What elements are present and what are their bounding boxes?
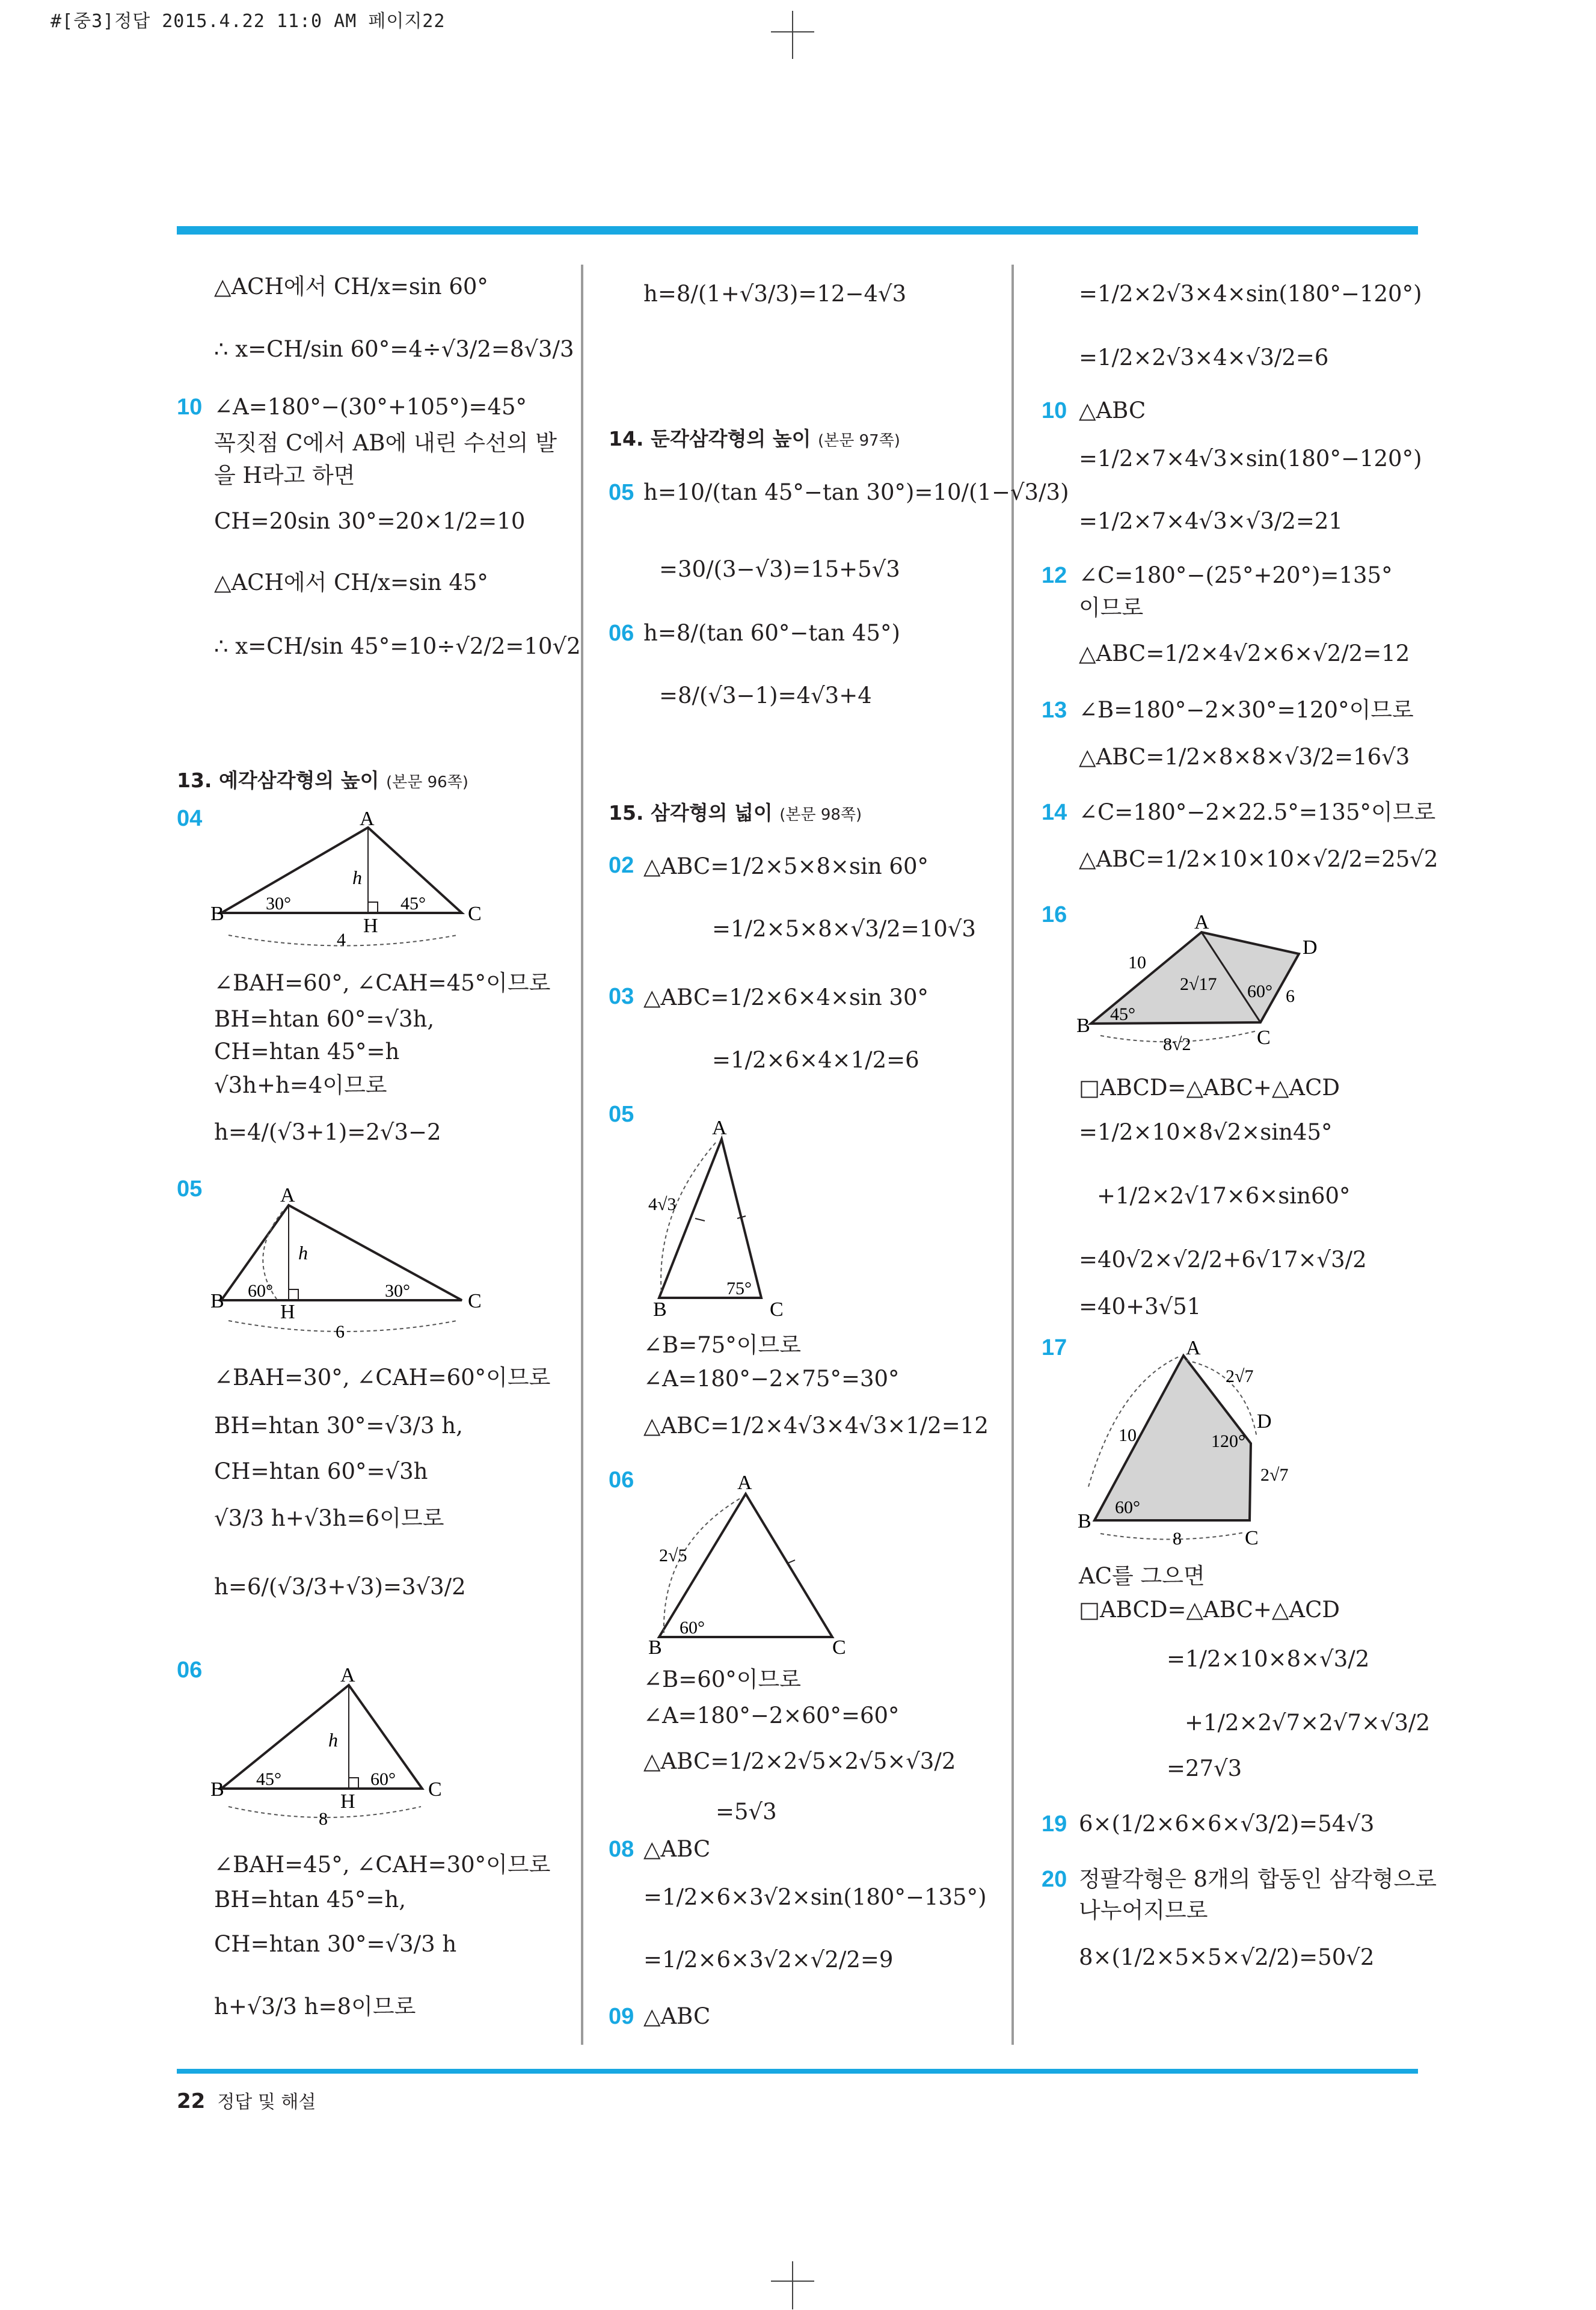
problem-number: 06 [609, 621, 634, 646]
c1-line: ∠BAH=60°, ∠CAH=45°이므로 [214, 970, 551, 996]
c3-line: △ABC=1/2×8×8×√3/2=16√3 [1079, 744, 1410, 770]
c1-line: △ACH에서 CH/x=sin 45° [214, 570, 488, 595]
c3-line: 이므로 [1079, 595, 1144, 621]
problem-number: 06 [609, 1467, 634, 1493]
c3-line: +1/2×2√7×2√7×√3/2 [1185, 1710, 1430, 1736]
c3-line: △ABC [1079, 398, 1146, 423]
label-angle: 60° [248, 1281, 273, 1301]
c2-line: △ABC=1/2×5×8×sin 60° [643, 853, 928, 879]
c3-line: =1/2×10×8×√3/2 [1167, 1646, 1370, 1672]
c2-line: ∠A=180°−2×75°=30° [643, 1366, 900, 1392]
section-title: 13. 예각삼각형의 높이 (본문 96쪽) [177, 769, 468, 792]
crop-mark [771, 2281, 814, 2282]
label-length: 2√7 [1260, 1465, 1289, 1485]
label-length: 8√2 [1163, 1034, 1191, 1052]
label-vertex: C [1257, 1027, 1271, 1049]
figure-acute-triangle-05 [210, 1179, 487, 1345]
label-vertex: B [1078, 1510, 1091, 1532]
label-vertex: B [210, 903, 224, 925]
c3-line: =1/2×10×8√2×sin45° [1079, 1119, 1333, 1145]
c3-line: AC를 그으면 [1079, 1563, 1205, 1589]
c3-line: □ABCD=△ABC+△ACD [1079, 1075, 1340, 1101]
c1-line: BH=htan 60°=√3h, [214, 1006, 435, 1032]
label-length: 10 [1128, 953, 1146, 972]
label-vertex: A [1194, 911, 1209, 933]
c1-line: 을 H라고 하면 [214, 462, 355, 488]
figure-equilateral-06 [637, 1467, 866, 1660]
column-divider [1011, 265, 1014, 2045]
c1-line: CH=20sin 30°=20×1/2=10 [214, 508, 526, 534]
label-vertex: D [1257, 1410, 1272, 1433]
c2-line: =1/2×6×3√2×√2/2=9 [643, 1947, 894, 1973]
c1-line: √3h+h=4이므로 [214, 1072, 387, 1098]
section-title: 15. 삼각형의 넓이 (본문 98쪽) [609, 801, 862, 825]
label-angle: 60° [1247, 981, 1272, 1001]
c3-line: 나누어지므로 [1079, 1897, 1208, 1923]
label-vertex: H [280, 1301, 295, 1323]
c2-line: =1/2×6×4×1/2=6 [712, 1047, 919, 1073]
c2-line: =5√3 [716, 1799, 777, 1825]
label-vertex: B [653, 1298, 667, 1321]
problem-number: 08 [609, 1837, 634, 1862]
print-slug: #[중3]정답 2015.4.22 11:0 AM 페이지22 [51, 11, 446, 32]
c3-line: =40+3√51 [1079, 1294, 1202, 1319]
label-angle: 30° [385, 1281, 410, 1301]
crop-mark [792, 11, 793, 59]
figure-quadrilateral-16 [1076, 902, 1341, 1052]
section-title: 14. 둔각삼각형의 높이 (본문 97쪽) [609, 427, 900, 450]
label-vertex: C [1245, 1527, 1259, 1549]
c1-line: CH=htan 60°=√3h [214, 1458, 428, 1484]
label-angle: 30° [266, 894, 291, 914]
c1-line: ∠A=180°−(30°+105°)=45° [214, 394, 527, 420]
label-angle: 60° [680, 1618, 705, 1638]
c3-line: □ABCD=△ABC+△ACD [1079, 1597, 1340, 1623]
c2-line: △ABC=1/2×6×4×sin 30° [643, 985, 928, 1010]
label-length: 8 [1173, 1529, 1182, 1549]
problem-number: 19 [1042, 1811, 1067, 1837]
label-angle: 45° [256, 1769, 281, 1789]
c1-line: h+√3/3 h=8이므로 [214, 1994, 416, 2020]
label-length: 4√3 [648, 1194, 677, 1214]
label-length: 10 [1119, 1425, 1137, 1445]
problem-number: 03 [609, 984, 634, 1009]
problem-number: 16 [1042, 902, 1067, 927]
c1-line: ∴ x=CH/sin 60°=4÷√3/2=8√3/3 [214, 336, 574, 362]
c3-line: =1/2×7×4√3×√3/2=21 [1079, 508, 1343, 534]
c3-line: =1/2×7×4√3×sin(180°−120°) [1079, 446, 1422, 472]
c1-line: ∠BAH=30°, ∠CAH=60°이므로 [214, 1365, 551, 1390]
label-length: 4 [337, 930, 346, 950]
label-vertex: C [770, 1298, 784, 1321]
c1-line: ∠BAH=45°, ∠CAH=30°이므로 [214, 1852, 551, 1878]
column-divider [581, 265, 583, 2045]
label-angle: 60° [370, 1769, 396, 1789]
top-rule [177, 226, 1418, 235]
c2-line: =8/(√3−1)=4√3+4 [659, 683, 872, 708]
figure-acute-triangle-06 [210, 1657, 487, 1832]
label-vertex: A [360, 808, 375, 830]
c2-line: ∠A=180°−2×60°=60° [643, 1703, 900, 1728]
c2-line: ∠B=60°이므로 [643, 1666, 802, 1692]
crop-mark [792, 2261, 793, 2309]
c2-line: △ABC=1/2×2√5×2√5×√3/2 [643, 1748, 956, 1774]
c1-line: 꼭짓점 C에서 AB에 내린 수선의 발 [214, 430, 557, 456]
problem-number: 10 [177, 395, 203, 420]
problem-number: 04 [177, 806, 203, 831]
problem-number: 17 [1042, 1335, 1067, 1360]
label-length: 8 [319, 1809, 328, 1829]
label-angle: 45° [1110, 1004, 1135, 1024]
label-height: h [352, 867, 362, 888]
label-vertex: C [832, 1636, 846, 1659]
c3-line: =40√2×√2/2+6√17×√3/2 [1079, 1247, 1367, 1273]
c2-line: ∠B=75°이므로 [643, 1332, 802, 1358]
c1-line: BH=htan 45°=h, [214, 1887, 406, 1912]
c3-line: △ABC=1/2×10×10×√2/2=25√2 [1079, 846, 1438, 872]
label-vertex: A [737, 1472, 752, 1494]
label-vertex: B [648, 1636, 662, 1659]
label-angle: 45° [401, 894, 426, 914]
label-length: 2√17 [1180, 974, 1217, 994]
crop-mark [771, 31, 814, 32]
label-length: 2√7 [1226, 1366, 1254, 1386]
c3-line: ∠B=180°−2×30°=120°이므로 [1079, 697, 1414, 723]
label-length: 6 [336, 1322, 345, 1342]
label-angle: 60° [1115, 1498, 1140, 1517]
c3-line: ∠C=180°−(25°+20°)=135° [1079, 562, 1393, 588]
c3-line: 6×(1/2×6×6×√3/2)=54√3 [1079, 1811, 1375, 1837]
page-footer [177, 2087, 316, 2113]
footer-label: 정답 및 해설 [217, 2092, 316, 2113]
c1-line: BH=htan 30°=√3/3 h, [214, 1413, 463, 1439]
label-vertex: A [340, 1664, 355, 1686]
bottom-rule [177, 2069, 1418, 2074]
label-vertex: H [340, 1790, 355, 1813]
c2-line: =1/2×6×3√2×sin(180°−135°) [643, 1884, 987, 1910]
figure-quadrilateral-17 [1076, 1336, 1329, 1553]
c3-line: =1/2×2√3×4×sin(180°−120°) [1079, 281, 1422, 307]
label-vertex: A [280, 1184, 295, 1206]
label-angle: 75° [726, 1279, 752, 1298]
label-length: 6 [1286, 986, 1295, 1006]
figure-acute-triangle-04 [210, 806, 487, 950]
c1-line: CH=htan 30°=√3/3 h [214, 1931, 457, 1957]
problem-number: 13 [1042, 698, 1067, 723]
c2-line: h=8/(tan 60°−tan 45°) [643, 620, 900, 646]
c2-line: h=8/(1+√3/3)=12−4√3 [643, 281, 907, 307]
problem-number: 05 [177, 1176, 203, 1202]
problem-number: 06 [177, 1657, 203, 1683]
figure-isosceles-05 [637, 1104, 818, 1321]
problem-number: 09 [609, 2004, 634, 2029]
label-vertex: D [1303, 936, 1318, 959]
label-vertex: B [1076, 1015, 1090, 1037]
label-vertex: A [712, 1117, 727, 1139]
c1-line: h=6/(√3/3+√3)=3√3/2 [214, 1574, 466, 1600]
c2-line: =1/2×5×8×√3/2=10√3 [712, 916, 976, 942]
c2-line: △ABC=1/2×4√3×4√3×1/2=12 [643, 1413, 989, 1439]
label-vertex: C [468, 903, 482, 925]
c3-line: 정팔각형은 8개의 합동인 삼각형으로 [1079, 1866, 1437, 1892]
problem-number: 20 [1042, 1867, 1067, 1892]
c3-line: 8×(1/2×5×5×√2/2)=50√2 [1079, 1944, 1375, 1970]
c2-line: △ABC [643, 1836, 711, 1862]
c3-line: +1/2×2√17×6×sin60° [1097, 1183, 1351, 1209]
label-vertex: A [1186, 1337, 1201, 1359]
label-height: h [298, 1242, 308, 1264]
label-length: 2√5 [659, 1546, 687, 1565]
c3-line: ∠C=180°−2×22.5°=135°이므로 [1079, 799, 1436, 825]
c1-line: △ACH에서 CH/x=sin 60° [214, 274, 488, 300]
c2-line: h=10/(tan 45°−tan 30°)=10/(1−√3/3) [643, 479, 1069, 505]
c3-line: =1/2×2√3×4×√3/2=6 [1079, 345, 1329, 370]
label-height: h [328, 1729, 338, 1751]
label-vertex: C [428, 1778, 442, 1801]
c3-line: △ABC=1/2×4√2×6×√2/2=12 [1079, 640, 1410, 666]
problem-number: 05 [609, 480, 634, 505]
page-number: 22 [177, 2089, 206, 2113]
problem-number: 10 [1042, 398, 1067, 423]
c2-line: =30/(3−√3)=15+5√3 [659, 556, 900, 582]
c1-line: h=4/(√3+1)=2√3−2 [214, 1119, 441, 1145]
c1-line: √3/3 h+√3h=6이므로 [214, 1505, 444, 1531]
label-vertex: C [468, 1290, 482, 1312]
label-vertex: H [363, 915, 378, 937]
c1-line: ∴ x=CH/sin 45°=10÷√2/2=10√2 [214, 633, 581, 659]
problem-number: 12 [1042, 563, 1067, 588]
c1-line: CH=htan 45°=h [214, 1039, 400, 1064]
label-vertex: B [210, 1290, 224, 1312]
problem-number: 14 [1042, 800, 1067, 825]
c2-line: △ABC [643, 2003, 711, 2029]
label-vertex: B [210, 1778, 224, 1801]
problem-number: 02 [609, 853, 634, 878]
label-angle: 120° [1211, 1431, 1245, 1451]
c3-line: =27√3 [1167, 1756, 1242, 1781]
problem-number: 05 [609, 1102, 634, 1127]
